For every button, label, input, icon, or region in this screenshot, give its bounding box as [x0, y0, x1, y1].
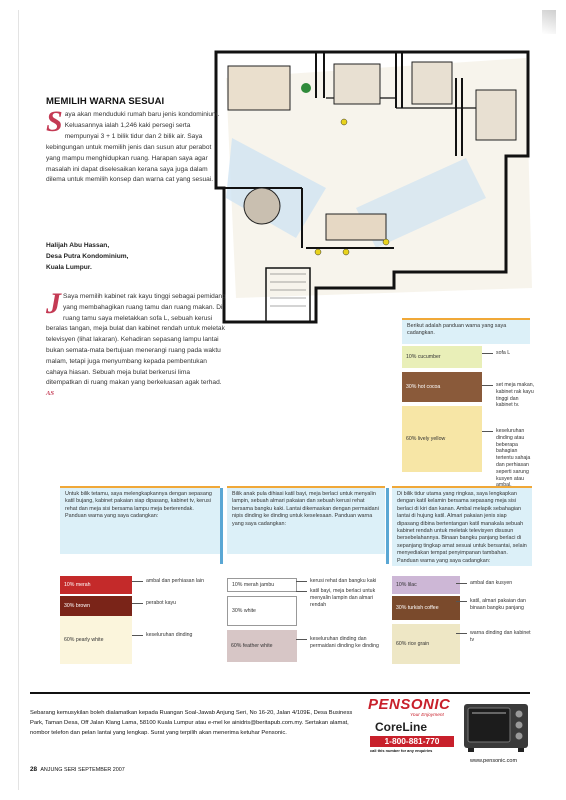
swatch-usage: kerusi rehat dan bangku kaki: [310, 578, 384, 585]
designer-answer: [46, 287, 226, 400]
swatch-label: 30% brown: [64, 603, 90, 609]
color-swatch: [227, 578, 297, 592]
signature-city: Kuala Lumpur.: [46, 264, 92, 271]
swatch-usage: perabot kayu: [146, 600, 218, 607]
hotline-caption: call this number for any enquiries: [370, 748, 433, 753]
pensonic-logo: PENSONIC: [368, 696, 451, 713]
color-swatch: [392, 624, 460, 664]
color-swatch: [402, 346, 482, 368]
signature-address: Desa Putra Kondominium,: [46, 253, 129, 260]
oven-image: [462, 698, 532, 754]
signature-name: Halijah Abu Hassan,: [46, 242, 110, 249]
color-swatch: [60, 596, 132, 616]
pensonic-website: www.pensonic.com: [470, 758, 518, 764]
floor-plan-sketch: [206, 38, 538, 330]
color-swatch: [227, 630, 297, 662]
kids-room-palette-heading: Bilik anak pula dihiasi katil bayi, meja berlaci untuk menyalin lampin, sebuah almari pakaian dan sebuah kerusi rehat bersama bangku kaki. Lantai dikemaskan dengan permaidani nipis dinding ke dinding untuk keselesaan. Panduan warna yang saya cadangkan:: [227, 486, 385, 554]
swatch-label: 10% cucumber: [406, 354, 441, 360]
magazine-issue: ANJUNG SERI SEPTEMBER 2007: [40, 767, 125, 773]
answer-text: Saya memilih kabinet rak kayu tinggi sebagai pemidang yang membahagikan ruang tamu dan ruang makan. Di ruang tamu saya meletakkan sofa L, sebuah kerusi beralas tangan, meja bulat dan kabinet rendah untuk meletak televisyen (lihat lakaran). Kehadiran sepasang lampu lantai bukan semata-mata bertujuan menerangi ruang pada waktu malam, tetapi juga menyumbang kepada pembentukan cahaya hiasan. Sebuah meja bulat berkerusi lima ditempatkan di ruang makan yang berkeluasan agak terhad.: [46, 293, 226, 387]
reader-signature: [46, 240, 128, 273]
question-text: aya akan menduduki rumah baru jenis kondominium. Keluasannya ialah 1,246 kaki persegi serta mempunyai 3 + 1 bilik tidur dan 2 bilik air. Saya kebingungan untuk memilih jenis dan susun atur perabot yang mampu menghidupkan ruang. Harapan saya agar masalah ini dapat diselesaikan kerana saya juga dalam dilema untuk memilih konsep dan warna cat yang sesuai.: [46, 111, 220, 184]
swatch-usage: set meja makan, kabinet rak kayu tinggi dan kabinet tv.: [496, 382, 535, 409]
color-swatch: [402, 372, 482, 402]
swatch-usage: keseluruhan dinding atau beberapa bahagian tertentu sahaja dan perhiasan seperti sarung kusyen atau: [496, 428, 536, 489]
swatch-usage: warna dinding dan kabinet tv: [470, 630, 531, 643]
answer-dropcap: J: [46, 287, 61, 320]
color-swatch: [60, 616, 132, 664]
swatch-label: 10% lilac: [396, 582, 417, 588]
color-swatch: [402, 406, 482, 472]
main-palette-heading: Berikut adalah panduan warna yang saya cadangkan.: [402, 318, 530, 344]
swatch-label: 30% turkish coffee: [396, 605, 439, 611]
color-swatch: [60, 576, 132, 594]
reader-question: [46, 105, 222, 186]
page-corner-fold: [542, 10, 556, 34]
swatch-label: 60% pearly white: [64, 637, 104, 643]
swatch-usage: sofa L: [496, 350, 536, 357]
swatch-label: 60% rice grain: [396, 641, 430, 647]
hotline-number: 1-800-881-770: [370, 736, 454, 747]
page-footer: [30, 766, 125, 773]
palette-divider: [220, 488, 223, 564]
page-number: 28: [30, 766, 38, 773]
swatch-usage: keseluruhan dinding: [146, 632, 218, 639]
swatch-label: 10% merah jambu: [232, 582, 275, 588]
swatch-usage: ambal dan kusyen: [470, 580, 532, 587]
answer-initials: AS: [46, 390, 55, 398]
pensonic-tagline: Your Enjoyment: [410, 713, 444, 718]
swatch-usage: keseluruhan dinding dan permaidani dinding ke dinding: [310, 636, 384, 650]
coreline-logo: CoreLine: [375, 720, 428, 734]
swatch-usage: katil bayi, meja berlaci untuk menyalin lampin dan almari rendah: [310, 588, 384, 608]
swatch-usage: katil, almari pakaian dan binaan bangku panjang: [470, 598, 532, 612]
swatch-label: 30% white: [232, 608, 256, 614]
color-swatch: [392, 576, 460, 594]
color-swatch: [392, 596, 460, 620]
swatch-label: 60% lively yellow: [406, 436, 446, 442]
swatch-label: 60% feather white: [231, 643, 273, 649]
footer-contact-text: Sebarang kemusykilan boleh dialamatkan kepada Ruangan Soal-Jawab Anjung Seri, No 16-20, Jalan 4/109E, Desa Business Park, Taman Desa, Off Jalan Klang Lama, 58100 Kuala Lumpur atau e-mel ke ainidris@beritapub.com.my. Sertakan alamat, nombor telefon dan pelan lantai yang lengkap. Surat yang terpilih akan menerima ketuhar Pensonic.: [30, 710, 353, 736]
swatch-label: 30% hot cocoa: [406, 384, 441, 390]
palette-divider: [386, 488, 389, 564]
question-dropcap: S: [46, 105, 63, 138]
swatch-label: 10% merah: [64, 582, 91, 588]
guest-room-palette-heading: Untuk bilik tetamu, saya melengkapkannya dengan sepasang katil bujang, kabinet pakaian siap dipasang, kabinet tv, kerusi rehat dan meja sisi bersama lampu meja berterendak. Panduan warna yang saya cadangkan:: [60, 486, 220, 554]
swatch-usage: ambal dan perhiasan lain: [146, 578, 218, 585]
color-swatch: [227, 596, 297, 626]
master-room-palette-heading: Di bilik tidur utama yang ringkas, saya lengkapkan dengan katil kelamin bersama sepasang meja sisi berlaci di kiri dan kanan. Ambal melapik sebahagian lantai di hujung katil. Almari pakaian jenis siap dipasang dibina bertentangan katil manakala sebuah kabinet rendah untuk meletak televisyen disusun bersebelahannya. Binaan bangku panjang berlaci di sepanjang tingkap amat sesuai untuk bersantai, selain menyediakan tempat penyimpanan tambahan. Panduan warna yang saya cadangkan:: [392, 486, 532, 566]
article-headline: MEMILIH WARNA SESUAI: [46, 96, 165, 107]
